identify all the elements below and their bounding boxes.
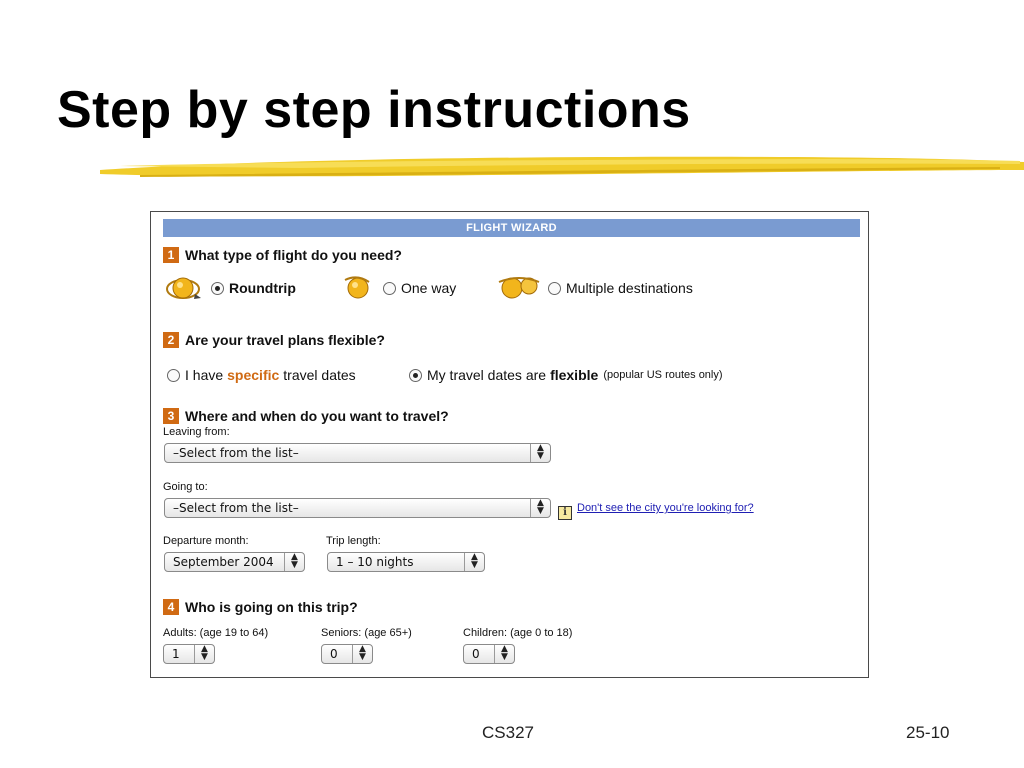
step4-number: 4 [163, 599, 179, 615]
step2-question: Are your travel plans flexible? [185, 332, 385, 348]
step1-number: 1 [163, 247, 179, 263]
seniors-value: 0 [330, 647, 338, 661]
leaving-from-select[interactable] [164, 443, 551, 463]
departure-month-value: September 2004 [173, 555, 274, 569]
children-value: 0 [472, 647, 480, 661]
roundtrip-globe-icon [163, 274, 205, 302]
flexible-pre-text: My travel dates are [427, 367, 547, 383]
select-arrows-icon: ▲ ▼ [194, 645, 214, 663]
step1-question: What type of flight do you need? [185, 247, 402, 263]
slide-title: Step by step instructions [57, 81, 691, 139]
trip-length-value: 1 – 10 nights [336, 555, 414, 569]
step4-question: Who is going on this trip? [185, 599, 358, 615]
step4-heading [163, 599, 358, 615]
wizard-header: FLIGHT WIZARD [163, 219, 860, 237]
multiple-radio[interactable] [548, 282, 561, 295]
adults-label: Adults: (age 19 to 64) [163, 627, 269, 639]
select-arrows-icon: ▲ ▼ [352, 645, 372, 663]
departure-month-select[interactable] [164, 552, 305, 572]
step1-heading [163, 247, 402, 263]
flight-type-multiple[interactable] [496, 274, 693, 302]
trip-length-label: Trip length: [326, 535, 381, 547]
adults-select[interactable] [163, 644, 215, 664]
step3-number: 3 [163, 408, 179, 424]
roundtrip-radio[interactable] [211, 282, 224, 295]
highlight-brush-stroke [100, 148, 1024, 188]
roundtrip-label: Roundtrip [229, 280, 296, 296]
dates-specific-option[interactable] [167, 367, 356, 383]
seniors-select[interactable] [321, 644, 373, 664]
leaving-from-label: Leaving from: [163, 426, 230, 438]
select-arrows-icon: ▲ ▼ [530, 499, 550, 517]
leaving-from-value: –Select from the list– [173, 446, 299, 460]
step3-heading [163, 408, 449, 424]
specific-emph-text: specific [227, 367, 280, 383]
flexible-dates-radio[interactable] [409, 369, 422, 382]
info-icon: i [558, 506, 572, 520]
flexible-note-text: (popular US routes only) [603, 369, 723, 381]
footer-page-number: 25-10 [906, 723, 950, 742]
oneway-globe-icon [341, 274, 377, 302]
footer-course: CS327 [482, 723, 534, 742]
children-select[interactable] [463, 644, 515, 664]
flexible-emph-text: flexible [550, 367, 599, 383]
dates-flexible-option[interactable] [409, 367, 723, 383]
specific-post-text: travel dates [283, 367, 356, 383]
children-label: Children: (age 0 to 18) [463, 627, 573, 639]
flight-type-roundtrip[interactable] [163, 274, 296, 302]
flight-wizard-panel [150, 211, 869, 678]
seniors-label: Seniors: (age 65+) [321, 627, 412, 639]
multi-globe-icon [496, 274, 542, 302]
step2-heading [163, 332, 385, 348]
specific-dates-radio[interactable] [167, 369, 180, 382]
select-arrows-icon: ▲ ▼ [494, 645, 514, 663]
oneway-radio[interactable] [383, 282, 396, 295]
going-to-value: –Select from the list– [173, 501, 299, 515]
multiple-label: Multiple destinations [566, 280, 693, 296]
adults-value: 1 [172, 647, 180, 661]
select-arrows-icon: ▲ ▼ [464, 553, 484, 571]
trip-length-select[interactable] [327, 552, 485, 572]
select-arrows-icon: ▲ ▼ [284, 553, 304, 571]
oneway-label: One way [401, 280, 457, 296]
going-to-label: Going to: [163, 481, 208, 493]
step2-number: 2 [163, 332, 179, 348]
flight-type-oneway[interactable] [341, 274, 456, 302]
step3-question: Where and when do you want to travel? [185, 408, 449, 424]
city-help-link[interactable]: Don't see the city you're looking for? [577, 502, 754, 514]
departure-month-label: Departure month: [163, 535, 249, 547]
going-to-select[interactable] [164, 498, 551, 518]
select-arrows-icon: ▲ ▼ [530, 444, 550, 462]
specific-pre-text: I have [185, 367, 224, 383]
